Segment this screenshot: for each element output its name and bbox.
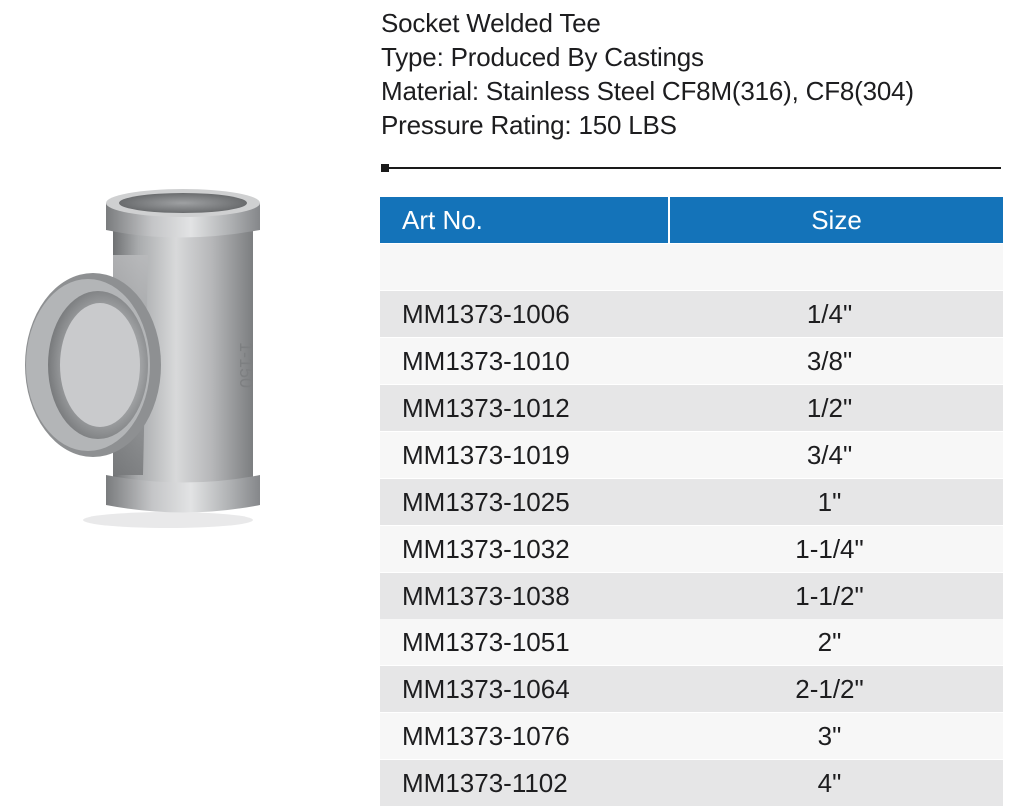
section-divider bbox=[381, 167, 1001, 169]
size-cell: 1/2" bbox=[806, 392, 853, 423]
table-row bbox=[380, 666, 1003, 712]
table-row bbox=[380, 244, 1003, 290]
table-row bbox=[380, 291, 1003, 337]
size-cell: 3" bbox=[817, 721, 842, 752]
size-cell: 1-1/2" bbox=[795, 580, 864, 611]
table-row bbox=[380, 479, 1003, 525]
table-body bbox=[380, 244, 1003, 806]
art-number-cell: MM1373-1102 bbox=[402, 768, 568, 799]
size-cell bbox=[670, 244, 1003, 290]
size-cell: 3/4" bbox=[806, 439, 853, 470]
size-cell: 1/4" bbox=[806, 298, 853, 329]
art-number-cell: MM1373-1012 bbox=[402, 392, 570, 423]
header-art-no: Art No. bbox=[380, 197, 670, 243]
art-number-cell: MM1373-1064 bbox=[402, 674, 570, 705]
header-size: Size bbox=[811, 205, 862, 235]
product-pressure: Pressure Rating: 150 LBS bbox=[381, 110, 677, 140]
product-type: Type: Produced By Castings bbox=[381, 42, 704, 72]
art-number-cell: MM1373-1006 bbox=[402, 298, 570, 329]
product-material: Material: Stainless Steel CF8M(316), CF8(304) bbox=[381, 76, 914, 106]
art-number-cell: MM1373-1010 bbox=[402, 345, 570, 376]
table-row bbox=[380, 760, 1003, 806]
art-number-cell: MM1373-1076 bbox=[402, 721, 570, 752]
product-specs bbox=[381, 6, 1001, 142]
art-number-cell: MM1373-1051 bbox=[402, 627, 570, 658]
art-number-cell: MM1373-1038 bbox=[402, 580, 570, 611]
art-number-cell: MM1373-1025 bbox=[402, 486, 570, 517]
product-title: Socket Welded Tee bbox=[381, 8, 601, 38]
table-row bbox=[380, 385, 1003, 431]
size-cell: 2" bbox=[817, 627, 842, 658]
socket-welded-tee-icon bbox=[18, 175, 288, 535]
art-number-cell bbox=[380, 244, 670, 290]
size-cell: 3/8" bbox=[806, 345, 853, 376]
art-number-cell: MM1373-1032 bbox=[402, 533, 570, 564]
svg-text:1-150: 1-150 bbox=[236, 341, 256, 389]
divider-line bbox=[389, 167, 1001, 169]
size-cell: 4" bbox=[817, 768, 842, 799]
size-cell: 1-1/4" bbox=[795, 533, 864, 564]
table-row bbox=[380, 432, 1003, 478]
art-number-cell: MM1373-1019 bbox=[402, 439, 570, 470]
table-row bbox=[380, 619, 1003, 665]
table-header bbox=[380, 197, 1003, 243]
table-row bbox=[380, 573, 1003, 619]
size-cell: 2-1/2" bbox=[795, 674, 864, 705]
size-table bbox=[380, 197, 1003, 806]
table-row bbox=[380, 713, 1003, 759]
divider-bullet bbox=[381, 164, 389, 172]
table-row bbox=[380, 526, 1003, 572]
table-row bbox=[380, 338, 1003, 384]
size-cell: 1" bbox=[817, 486, 842, 517]
